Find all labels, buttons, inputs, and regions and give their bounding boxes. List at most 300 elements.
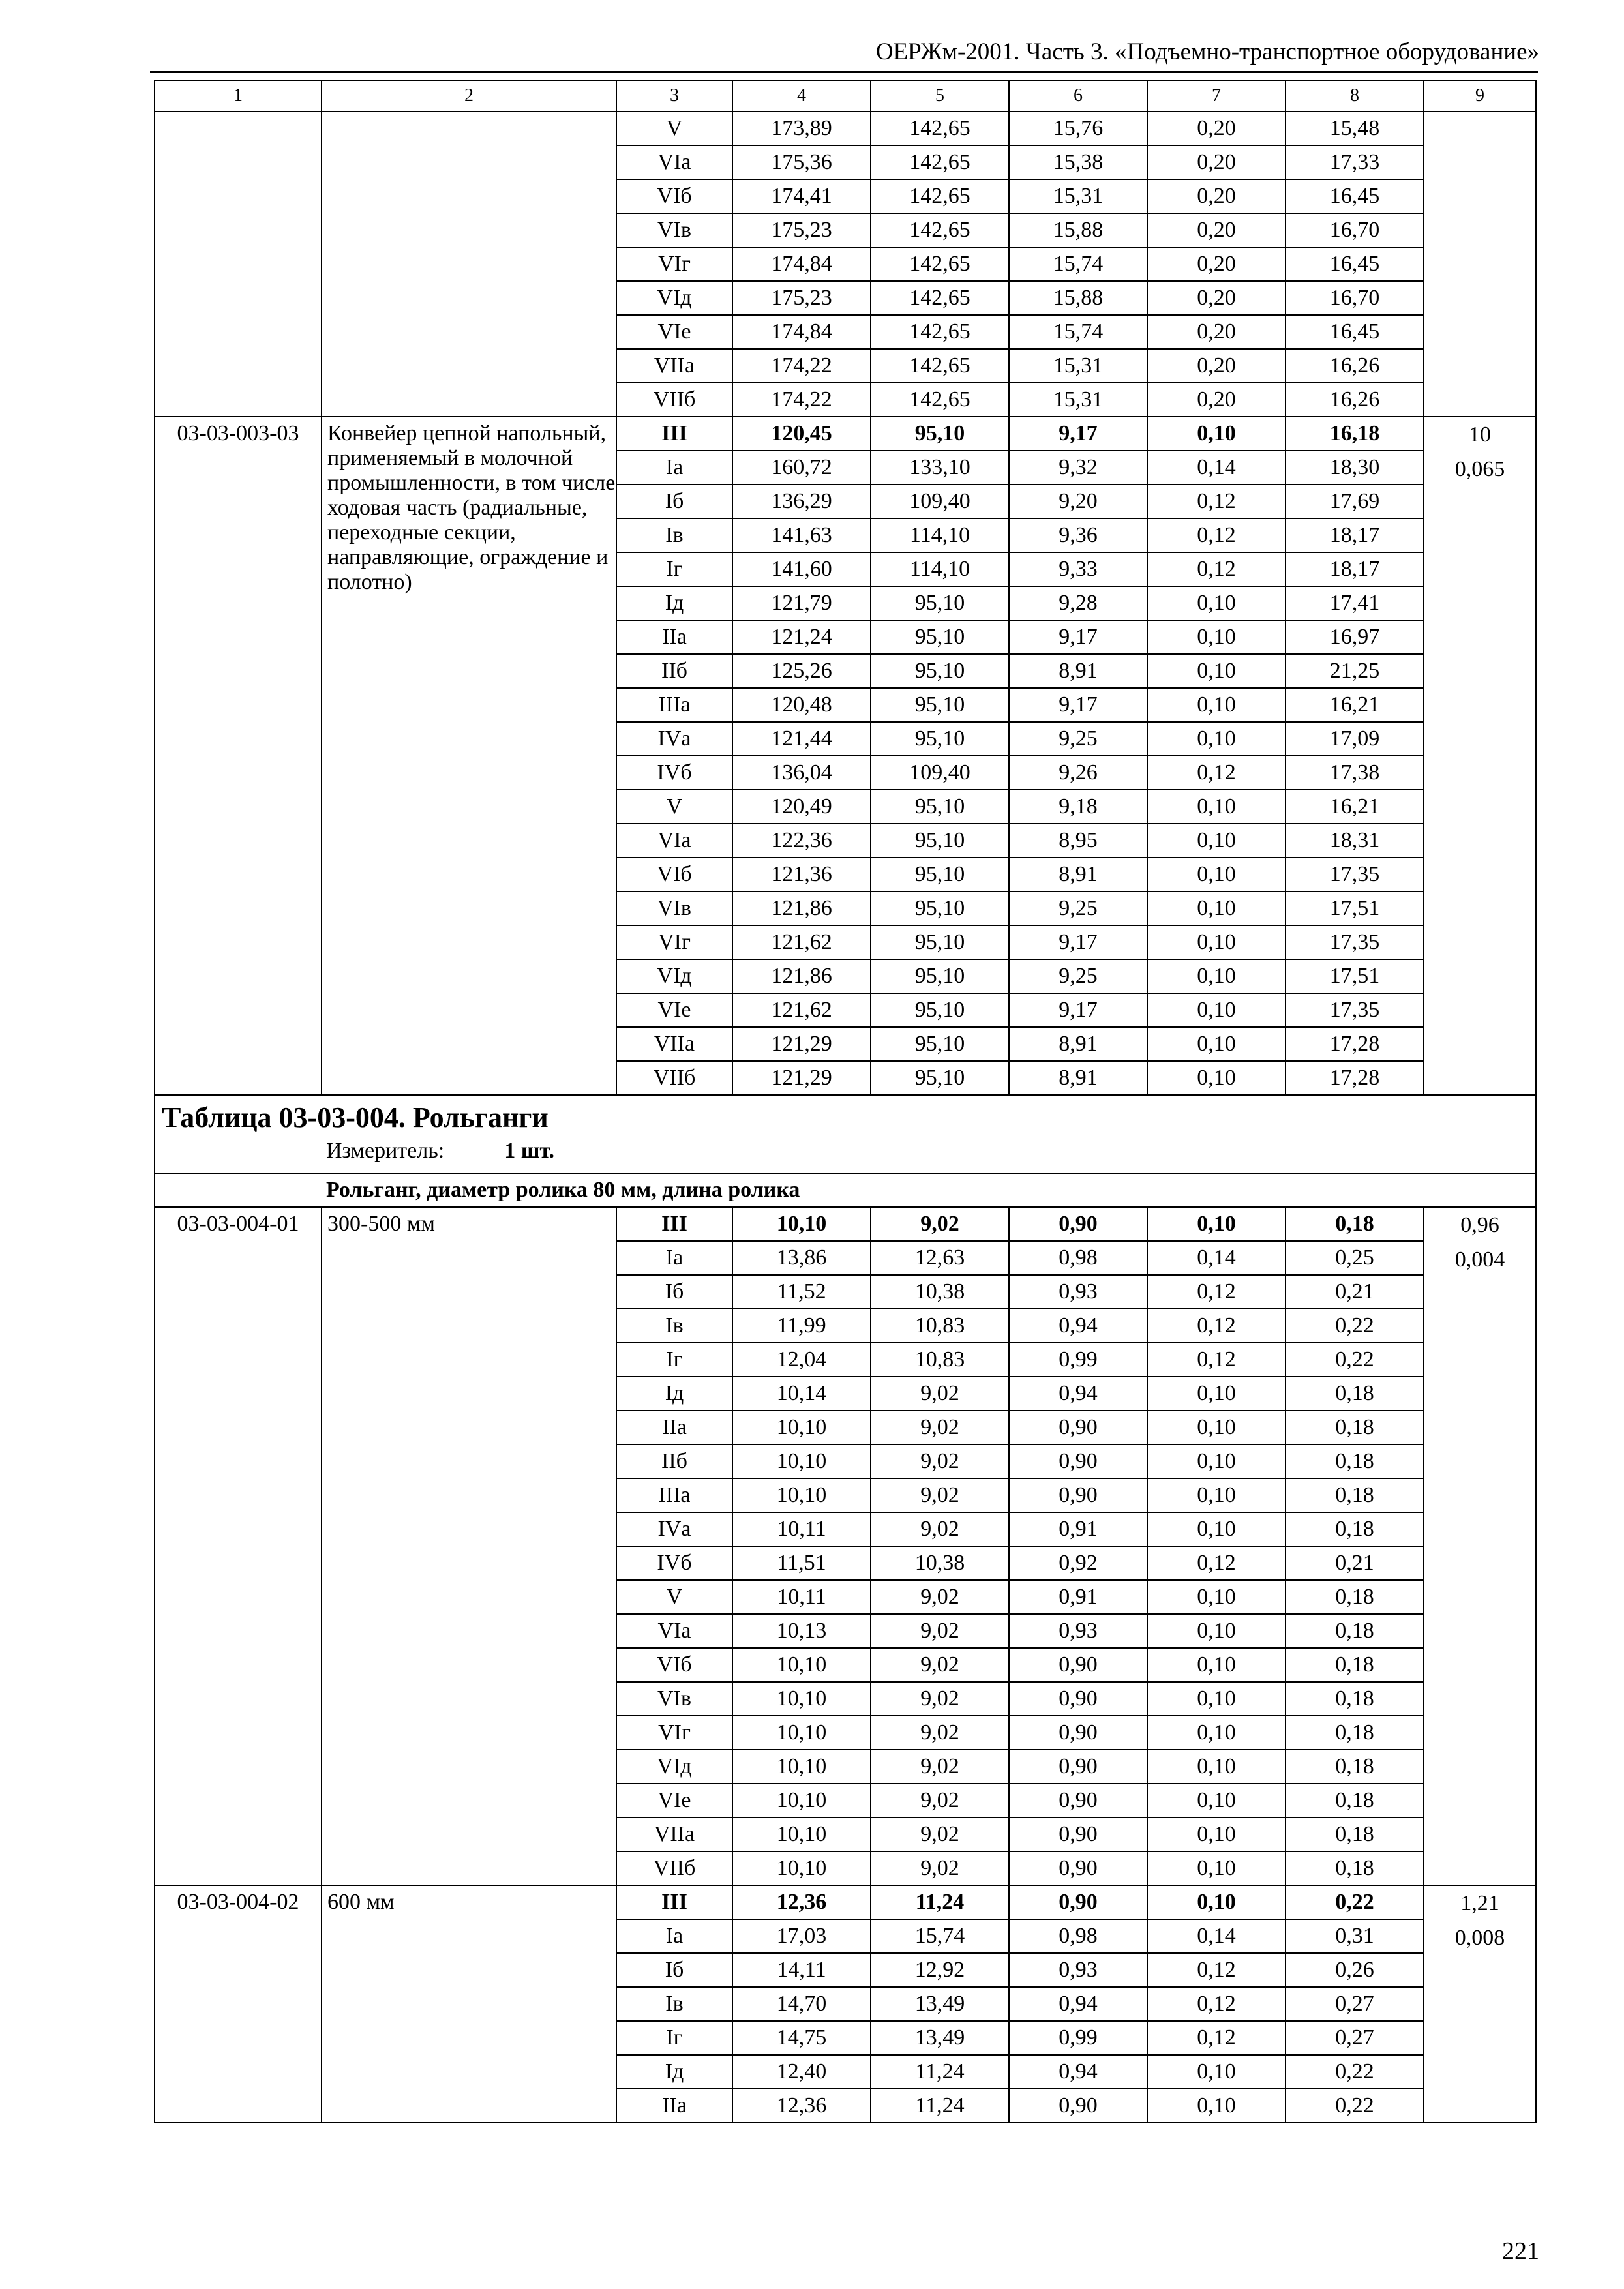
column-number: 9 [1424,80,1536,112]
value-cell-c8: 21,25 [1286,654,1424,688]
value-cell-c4: 10,13 [732,1614,871,1648]
value-cell-c8: 0,18 [1286,1580,1424,1614]
value-cell-c5: 95,10 [871,1061,1009,1095]
value-cell-c6: 9,25 [1009,722,1147,756]
column-number: 2 [322,80,616,112]
value-cell-c6: 9,20 [1009,485,1147,518]
value-cell-c5: 9,02 [871,1682,1009,1716]
zone-cell: VIIб [616,383,732,417]
value-cell-c4: 10,11 [732,1512,871,1546]
zone-cell: VIа [616,824,732,858]
value-cell-c4: 173,89 [732,112,871,145]
value-cell-c7: 0,10 [1147,1716,1286,1750]
table-row [155,417,1536,451]
value-cell-c8: 0,31 [1286,1919,1424,1953]
value-cell-c6: 0,90 [1009,1648,1147,1682]
value-cell-c5: 10,83 [871,1343,1009,1377]
value-cell-c4: 10,10 [732,1818,871,1851]
value-cell-c5: 95,10 [871,688,1009,722]
value-cell-c6: 0,94 [1009,2055,1147,2089]
value-cell-c6: 9,17 [1009,925,1147,959]
value-cell-c7: 0,12 [1147,1275,1286,1309]
value-cell-c8: 16,70 [1286,213,1424,247]
value-cell-c8: 15,48 [1286,112,1424,145]
value-cell-c6: 0,92 [1009,1546,1147,1580]
value-cell-c6: 9,25 [1009,959,1147,993]
zone-cell: VIв [616,1682,732,1716]
value-cell-c4: 10,10 [732,1411,871,1444]
value-cell-c7: 0,10 [1147,654,1286,688]
value-cell-c6: 9,36 [1009,518,1147,552]
value-cell-c6: 8,91 [1009,858,1147,891]
value-cell-c7: 0,10 [1147,1784,1286,1818]
value-cell-c6: 0,98 [1009,1919,1147,1953]
value-cell-c4: 10,10 [732,1784,871,1818]
group-header-row [155,1173,1536,1207]
zone-cell: Iд [616,2055,732,2089]
zone-cell: III [616,1885,732,1919]
group-title: Рольганг, диаметр ролика 80 мм, длина ролика [155,1173,1536,1207]
value-cell-c6: 9,18 [1009,790,1147,824]
value-cell-c8: 0,18 [1286,1207,1424,1241]
value-cell-c5: 142,65 [871,383,1009,417]
value-cell-c5: 95,10 [871,824,1009,858]
value-cell-c5: 142,65 [871,112,1009,145]
value-cell-c8: 0,22 [1286,1885,1424,1919]
value-cell-c8: 0,18 [1286,1716,1424,1750]
value-cell-c7: 0,10 [1147,1614,1286,1648]
value-cell-c4: 14,11 [732,1953,871,1987]
value-cell-c8: 16,45 [1286,179,1424,213]
page-header: ОЕРЖм-2001. Часть 3. «Подъемно-транспортное оборудование» [875,38,1539,65]
name-cell: 600 мм [322,1885,616,2123]
value-cell-c7: 0,12 [1147,1343,1286,1377]
zone-cell: IIIа [616,688,732,722]
value-cell-c8: 0,21 [1286,1275,1424,1309]
value-cell-c8: 16,70 [1286,281,1424,315]
zone-cell: III [616,417,732,451]
value-cell-c6: 0,90 [1009,1716,1147,1750]
value-cell-c5: 9,02 [871,1580,1009,1614]
value-cell-c8: 17,09 [1286,722,1424,756]
value-cell-c7: 0,10 [1147,993,1286,1027]
value-cell-c6: 9,32 [1009,451,1147,485]
value-cell-c4: 120,48 [732,688,871,722]
value-cell-c8: 16,26 [1286,383,1424,417]
value-cell-c7: 0,20 [1147,349,1286,383]
value-cell-c8: 17,35 [1286,858,1424,891]
value-cell-c5: 9,02 [871,1377,1009,1411]
value-cell-c6: 15,31 [1009,179,1147,213]
zone-cell: IVа [616,722,732,756]
value-cell-c7: 0,10 [1147,688,1286,722]
value-cell-c5: 11,24 [871,2089,1009,2123]
value-cell-c5: 9,02 [871,1851,1009,1885]
value-cell-c8: 0,18 [1286,1478,1424,1512]
section-header-row [155,1095,1536,1173]
value-cell-c7: 0,10 [1147,1027,1286,1061]
zone-cell: Iд [616,586,732,620]
value-cell-c4: 11,52 [732,1275,871,1309]
zone-cell: IVб [616,1546,732,1580]
value-cell-c7: 0,12 [1147,2021,1286,2055]
value-cell-c7: 0,10 [1147,1444,1286,1478]
zone-cell: VIг [616,247,732,281]
value-cell-c5: 95,10 [871,993,1009,1027]
value-cell-c5: 9,02 [871,1512,1009,1546]
value-cell-c4: 121,86 [732,891,871,925]
value-cell-c7: 0,10 [1147,925,1286,959]
value-cell-c6: 0,90 [1009,1784,1147,1818]
value-cell-c5: 142,65 [871,145,1009,179]
value-cell-c8: 17,35 [1286,993,1424,1027]
value-cell-c7: 0,10 [1147,2055,1286,2089]
zone-cell: V [616,112,732,145]
value-cell-c8: 18,17 [1286,552,1424,586]
value-cell-c5: 95,10 [871,586,1009,620]
col9-value: 0,065 [1454,457,1505,481]
value-cell-c5: 9,02 [871,1818,1009,1851]
value-cell-c5: 10,83 [871,1309,1009,1343]
value-cell-c8: 0,22 [1286,1309,1424,1343]
value-cell-c8: 0,27 [1286,1987,1424,2021]
zone-cell: Iг [616,1343,732,1377]
zone-cell: VIа [616,145,732,179]
column-number: 5 [871,80,1009,112]
value-cell-c5: 109,40 [871,756,1009,790]
code-cell: 03-03-003-03 [155,417,322,1095]
value-cell-c4: 174,84 [732,315,871,349]
zone-cell: IIа [616,1411,732,1444]
value-cell-c5: 13,49 [871,1987,1009,2021]
value-cell-c8: 0,22 [1286,1343,1424,1377]
value-cell-c4: 121,62 [732,993,871,1027]
value-cell-c5: 9,02 [871,1411,1009,1444]
col9-value: 0,004 [1454,1248,1505,1272]
value-cell-c5: 10,38 [871,1546,1009,1580]
value-cell-c7: 0,10 [1147,959,1286,993]
value-cell-c8: 0,25 [1286,1241,1424,1275]
value-cell-c6: 9,17 [1009,688,1147,722]
value-cell-c6: 8,91 [1009,654,1147,688]
value-cell-c5: 10,38 [871,1275,1009,1309]
value-cell-c4: 11,99 [732,1309,871,1343]
value-cell-c7: 0,12 [1147,552,1286,586]
value-cell-c7: 0,10 [1147,1851,1286,1885]
value-cell-c7: 0,10 [1147,1580,1286,1614]
value-cell-c6: 15,74 [1009,315,1147,349]
value-cell-c4: 122,36 [732,824,871,858]
zone-cell: Iг [616,552,732,586]
zone-cell: Iв [616,1309,732,1343]
zone-cell: IIб [616,1444,732,1478]
value-cell-c5: 95,10 [871,722,1009,756]
value-cell-c5: 95,10 [871,959,1009,993]
value-cell-c4: 141,63 [732,518,871,552]
value-cell-c7: 0,14 [1147,451,1286,485]
zone-cell: VIIа [616,1818,732,1851]
zone-cell: Iб [616,1275,732,1309]
value-cell-c8: 16,45 [1286,315,1424,349]
zone-cell: VIг [616,925,732,959]
value-cell-c7: 0,14 [1147,1241,1286,1275]
value-cell-c7: 0,20 [1147,213,1286,247]
value-cell-c6: 9,26 [1009,756,1147,790]
value-cell-c5: 95,10 [871,417,1009,451]
value-cell-c6: 9,17 [1009,620,1147,654]
value-cell-c4: 141,60 [732,552,871,586]
zone-cell: Iд [616,1377,732,1411]
column-number: 7 [1147,80,1286,112]
value-cell-c7: 0,10 [1147,1885,1286,1919]
value-cell-c5: 95,10 [871,790,1009,824]
name-cell [322,112,616,417]
value-cell-c4: 10,10 [732,1682,871,1716]
column-number: 1 [155,80,322,112]
value-cell-c4: 120,45 [732,417,871,451]
value-cell-c7: 0,12 [1147,756,1286,790]
zone-cell: Iб [616,1953,732,1987]
code-cell [155,112,322,417]
value-cell-c4: 160,72 [732,451,871,485]
table-row [155,1207,1536,1241]
value-cell-c8: 16,18 [1286,417,1424,451]
value-cell-c5: 12,63 [871,1241,1009,1275]
column-number-row [155,80,1536,112]
value-cell-c7: 0,12 [1147,1987,1286,2021]
zone-cell: VIIа [616,1027,732,1061]
value-cell-c5: 95,10 [871,925,1009,959]
value-cell-c6: 15,88 [1009,213,1147,247]
value-cell-c6: 9,33 [1009,552,1147,586]
col9-cell [1424,417,1536,1095]
code-cell: 03-03-004-02 [155,1885,322,2123]
value-cell-c5: 9,02 [871,1784,1009,1818]
value-cell-c4: 136,04 [732,756,871,790]
value-cell-c8: 0,18 [1286,1784,1424,1818]
table-row [155,112,1536,145]
value-cell-c7: 0,20 [1147,145,1286,179]
col9-value: 1,21 [1460,1891,1499,1915]
value-cell-c6: 9,28 [1009,586,1147,620]
value-cell-c4: 174,84 [732,247,871,281]
value-cell-c8: 0,27 [1286,2021,1424,2055]
value-cell-c6: 0,90 [1009,1818,1147,1851]
zone-cell: VIв [616,213,732,247]
value-cell-c7: 0,10 [1147,620,1286,654]
value-cell-c6: 0,98 [1009,1241,1147,1275]
col9-value: 0,008 [1454,1926,1505,1950]
value-cell-c8: 17,41 [1286,586,1424,620]
value-cell-c7: 0,20 [1147,179,1286,213]
value-cell-c8: 17,51 [1286,891,1424,925]
zone-cell: IIб [616,654,732,688]
value-cell-c6: 8,91 [1009,1061,1147,1095]
zone-cell: VIа [616,1614,732,1648]
value-cell-c6: 15,74 [1009,247,1147,281]
value-cell-c7: 0,10 [1147,722,1286,756]
zone-cell: Iа [616,1919,732,1953]
page-number: 221 [1502,2237,1539,2265]
zone-cell: VIб [616,179,732,213]
zone-cell: VIб [616,1648,732,1682]
col9-cell [1424,1885,1536,2123]
value-cell-c7: 0,20 [1147,247,1286,281]
zone-cell: VIб [616,858,732,891]
value-cell-c5: 15,74 [871,1919,1009,1953]
value-cell-c5: 9,02 [871,1478,1009,1512]
value-cell-c8: 16,45 [1286,247,1424,281]
value-cell-c5: 142,65 [871,247,1009,281]
value-cell-c4: 121,29 [732,1027,871,1061]
name-cell: Конвейер цепной напольный, применяемый в молочной промышленности, в том числе ходовая часть (радиальные, переходные секции, направляющие, ограждение и полотно) [322,417,616,1095]
zone-cell: VIг [616,1716,732,1750]
value-cell-c7: 0,10 [1147,891,1286,925]
value-cell-c8: 16,21 [1286,790,1424,824]
value-cell-c5: 114,10 [871,552,1009,586]
section-title: Таблица 03-03-004. Рольганги [162,1101,549,1133]
value-cell-c6: 0,90 [1009,1885,1147,1919]
value-cell-c6: 0,90 [1009,1207,1147,1241]
zone-cell: VIIа [616,349,732,383]
value-cell-c4: 13,86 [732,1241,871,1275]
value-cell-c4: 12,36 [732,2089,871,2123]
value-cell-c4: 175,23 [732,281,871,315]
value-cell-c6: 0,94 [1009,1309,1147,1343]
value-cell-c8: 16,97 [1286,620,1424,654]
column-number: 4 [732,80,871,112]
value-cell-c7: 0,12 [1147,1953,1286,1987]
name-cell: 300-500 мм [322,1207,616,1885]
zone-cell: Iб [616,485,732,518]
column-number: 8 [1286,80,1424,112]
value-cell-c6: 0,91 [1009,1512,1147,1546]
value-cell-c5: 9,02 [871,1750,1009,1784]
value-cell-c5: 9,02 [871,1716,1009,1750]
value-cell-c4: 175,23 [732,213,871,247]
value-cell-c8: 0,18 [1286,1444,1424,1478]
zone-cell: Iа [616,1241,732,1275]
value-cell-c4: 120,49 [732,790,871,824]
value-cell-c6: 0,93 [1009,1953,1147,1987]
value-cell-c4: 125,26 [732,654,871,688]
zone-cell: VIе [616,993,732,1027]
value-cell-c4: 10,10 [732,1478,871,1512]
value-cell-c4: 10,10 [732,1716,871,1750]
value-cell-c4: 121,86 [732,959,871,993]
zone-cell: VIе [616,315,732,349]
value-cell-c8: 18,31 [1286,824,1424,858]
value-cell-c8: 16,21 [1286,688,1424,722]
table-row [155,1885,1536,1919]
value-cell-c4: 121,62 [732,925,871,959]
value-cell-c7: 0,10 [1147,858,1286,891]
zone-cell: Iг [616,2021,732,2055]
value-cell-c4: 174,22 [732,349,871,383]
value-cell-c5: 142,65 [871,349,1009,383]
value-cell-c4: 121,36 [732,858,871,891]
value-cell-c5: 13,49 [871,2021,1009,2055]
value-cell-c6: 0,90 [1009,1478,1147,1512]
zone-cell: VIд [616,281,732,315]
value-cell-c6: 15,88 [1009,281,1147,315]
value-cell-c5: 95,10 [871,620,1009,654]
value-cell-c7: 0,20 [1147,315,1286,349]
value-cell-c5: 11,24 [871,2055,1009,2089]
value-cell-c7: 0,10 [1147,586,1286,620]
value-cell-c5: 142,65 [871,281,1009,315]
value-cell-c4: 10,10 [732,1851,871,1885]
value-cell-c6: 9,17 [1009,993,1147,1027]
col9-cell [1424,112,1536,417]
value-cell-c6: 9,25 [1009,891,1147,925]
value-cell-c4: 174,22 [732,383,871,417]
value-cell-c4: 121,29 [732,1061,871,1095]
zone-cell: VIд [616,959,732,993]
value-cell-c8: 0,18 [1286,1818,1424,1851]
value-cell-c6: 8,91 [1009,1027,1147,1061]
section-header [155,1095,1536,1173]
value-cell-c5: 9,02 [871,1614,1009,1648]
value-cell-c7: 0,12 [1147,1309,1286,1343]
value-cell-c8: 0,18 [1286,1614,1424,1648]
value-cell-c5: 9,02 [871,1648,1009,1682]
value-cell-c7: 0,10 [1147,1411,1286,1444]
value-cell-c6: 0,99 [1009,2021,1147,2055]
zone-cell: V [616,790,732,824]
value-cell-c4: 10,10 [732,1207,871,1241]
zone-cell: IIIа [616,1478,732,1512]
zone-cell: VIе [616,1784,732,1818]
value-cell-c5: 95,10 [871,891,1009,925]
value-cell-c6: 9,17 [1009,417,1147,451]
value-cell-c8: 0,18 [1286,1377,1424,1411]
column-number: 6 [1009,80,1147,112]
value-cell-c7: 0,10 [1147,1818,1286,1851]
value-cell-c7: 0,10 [1147,1648,1286,1682]
zone-cell: III [616,1207,732,1241]
value-cell-c7: 0,12 [1147,485,1286,518]
value-cell-c6: 0,90 [1009,1411,1147,1444]
col9-value: 10 [1469,423,1491,447]
value-cell-c5: 11,24 [871,1885,1009,1919]
value-cell-c7: 0,20 [1147,383,1286,417]
code-cell: 03-03-004-01 [155,1207,322,1885]
value-cell-c4: 175,36 [732,145,871,179]
value-cell-c6: 15,31 [1009,349,1147,383]
value-cell-c8: 0,18 [1286,1682,1424,1716]
value-cell-c8: 0,22 [1286,2089,1424,2123]
zone-cell: IVб [616,756,732,790]
value-cell-c4: 10,10 [732,1750,871,1784]
header-rule [150,71,1538,73]
value-cell-c6: 0,93 [1009,1614,1147,1648]
value-cell-c4: 10,14 [732,1377,871,1411]
value-cell-c4: 12,40 [732,2055,871,2089]
value-cell-c8: 0,18 [1286,1851,1424,1885]
value-cell-c7: 0,10 [1147,1061,1286,1095]
value-cell-c8: 18,30 [1286,451,1424,485]
value-cell-c8: 0,22 [1286,2055,1424,2089]
value-cell-c4: 17,03 [732,1919,871,1953]
value-cell-c7: 0,10 [1147,1682,1286,1716]
value-cell-c8: 17,51 [1286,959,1424,993]
value-cell-c6: 0,90 [1009,1750,1147,1784]
value-cell-c7: 0,10 [1147,824,1286,858]
value-cell-c7: 0,14 [1147,1919,1286,1953]
value-cell-c5: 109,40 [871,485,1009,518]
value-cell-c8: 0,18 [1286,1411,1424,1444]
